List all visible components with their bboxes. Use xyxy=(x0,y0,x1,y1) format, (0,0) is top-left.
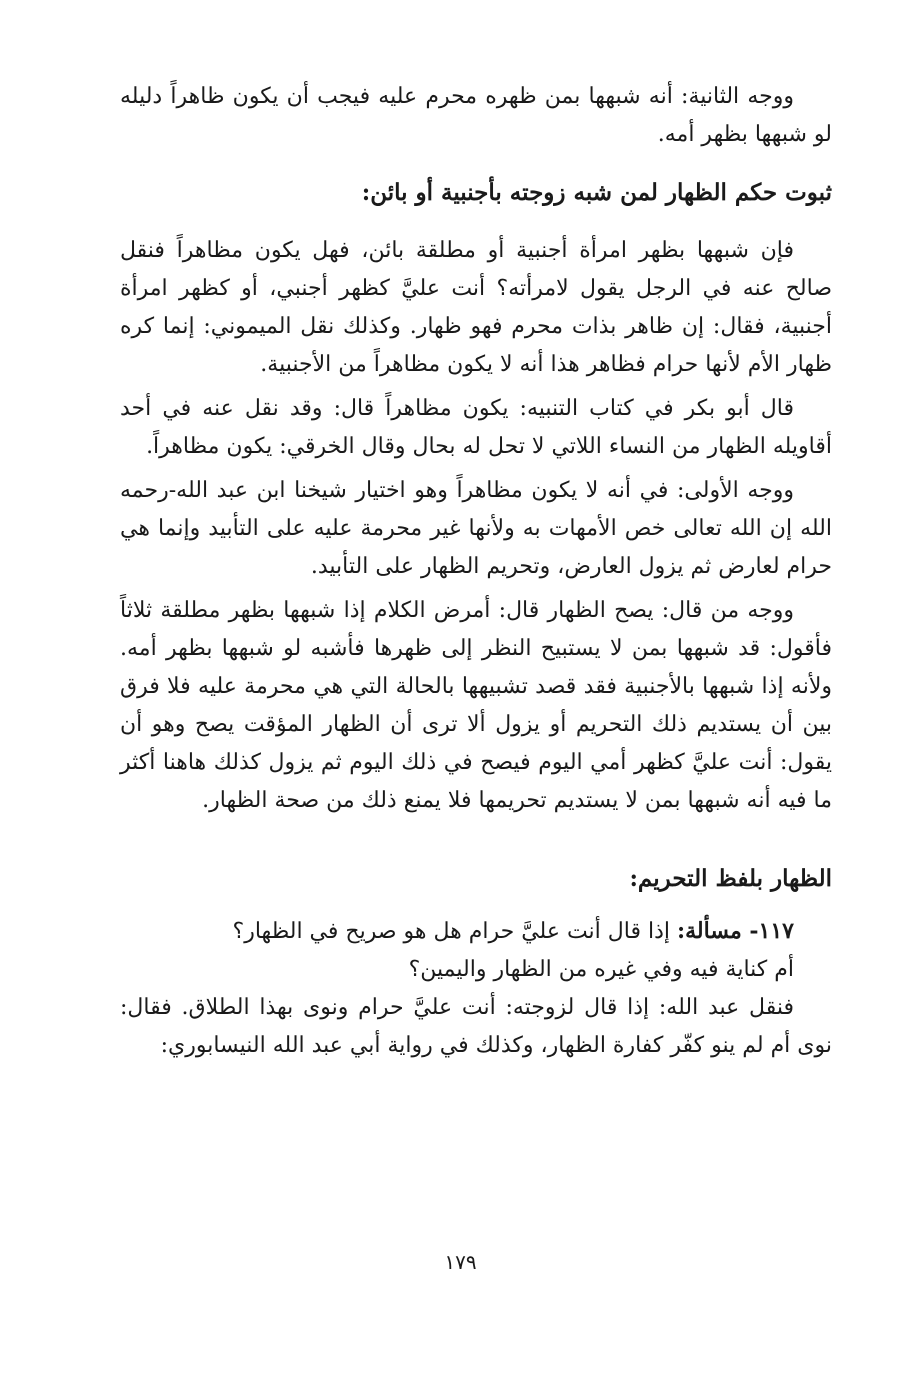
paragraph-valid-zihar: ووجه من قال: يصح الظهار قال: أمرض الكلام إذا شبهها بظهر مطلقة ثلاثاً فأقول: قد شبهها بمن لا يستبيح النظر إلى ظهرها فأشبه لو شبهها بظهر أمه. ولأنه إذا شبهها بالأجنبية فقد قصد تشبيهها بالحالة التي هي محرمة عليه فلا فرق بين أن يستديم ذلك التحريم أو يزول ألا ترى أن الظهار المؤقت يصح وهو أن يقول: أنت عليَّ كظهر أمي اليوم فيصح في ذلك اليوم ثم يزول كذلك هاهنا أكثر ما فيه أنه شبهها بمن لا يستديم تحريمها فلا يمنع ذلك من صحة الظهار. xyxy=(120,598,832,813)
page-number: ١٧٩ xyxy=(444,1250,477,1274)
paragraph-first-aspect: ووجه الأولى: في أنه لا يكون مظاهراً وهو اختيار شيخنا ابن عبد الله-رحمه الله إن الله تعالى خص الأمهات به ولأنها غير محرمة عليه على التأبيد وإنما هي حرام لعارض ثم يزول العارض، وتحريم الظهار على التأبيد. xyxy=(120,478,832,579)
paragraph-abdullah-narration: فنقل عبد الله: إذا قال لزوجته: أنت عليَّ حرام ونوى بهذا الطلاق. فقال: نوى أم لم ينو كفّر كفارة الظهار، وكذلك في رواية أبي عبد الله النيسابوري: xyxy=(120,995,832,1058)
question-117 xyxy=(120,912,832,951)
paragraph-foreign-woman: فإن شبهها بظهر امرأة أجنبية أو مطلقة بائن، فهل يكون مظاهراً فنقل صالح عنه في الرجل يقول لامرأته؟ أنت عليَّ كظهر أجنبي، أو كظهر امرأة أجنبية، فقال: إن ظاهر بذات محرم فهو ظهار. وكذلك نقل الميموني: إنما كره ظهار الأم لأنها حرام فظاهر هذا أنه لا يكون مظاهراً من الأجنبية. xyxy=(120,238,832,377)
section-heading-foreign-woman: ثبوت حكم الظهار لمن شبه زوجته بأجنبية أو بائن: xyxy=(361,179,832,206)
spacer xyxy=(120,898,832,912)
page-body xyxy=(120,78,832,1065)
question-117-continuation: أم كناية فيه وفي غيره من الظهار واليمين؟ xyxy=(408,957,794,982)
spacer xyxy=(120,212,832,232)
spacer xyxy=(120,154,832,174)
paragraph-abu-bakr: قال أبو بكر في كتاب التنبيه: يكون مظاهراً قال: وقد نقل عنه في أحد أقاويله الظهار من النساء اللاتي لا تحل له بحال وقال الخرقي: يكون مظاهراً. xyxy=(120,396,832,459)
question-text: إذا قال أنت عليَّ حرام هل هو صريح في الظهار؟ xyxy=(232,919,671,944)
paragraph-second-aspect: ووجه الثانية: أنه شبهها بمن ظهره محرم عليه فيجب أن يكون ظاهراً دليله لو شبهها بظهر أمه. xyxy=(120,84,832,147)
section-heading-prohibition-word: الظهار بلفظ التحريم: xyxy=(629,865,832,892)
question-number: ١١٧- مسألة: xyxy=(677,918,794,944)
spacer xyxy=(120,820,832,860)
